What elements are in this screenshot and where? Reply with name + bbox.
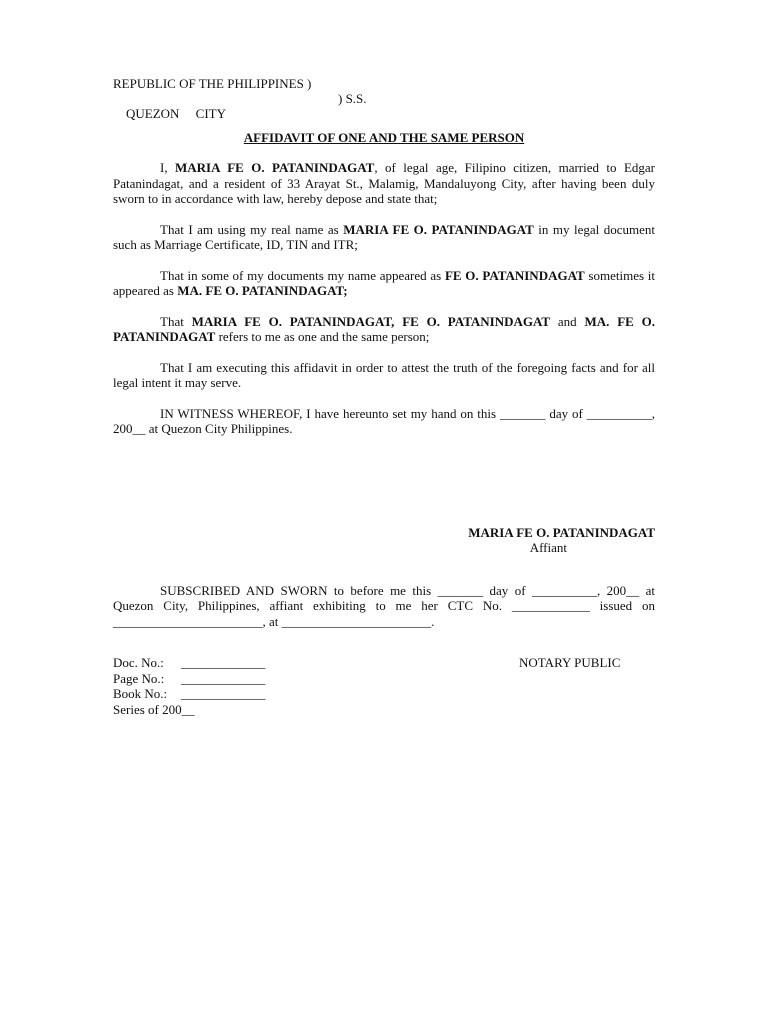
doc-no-label: Doc. No.: xyxy=(113,655,164,670)
signature-block xyxy=(113,525,655,556)
p4-names: MARIA FE O. PATANINDAGAT, FE O. PATANINDAGAT xyxy=(191,313,551,329)
doc-no-blank: _____________ xyxy=(181,655,266,670)
p2-pre: That I am using my real name as xyxy=(160,221,344,237)
p4-mid: and xyxy=(550,313,585,329)
p1-post: , of legal age, Filipino citizen, married to Edgar Patanindagat, and a resident of 33 Arayat St., Malamig, Mandaluyong City, after having been duly sworn to in accordance with law, hereby depose and state that; xyxy=(113,160,655,206)
affiant-name: MARIA FE O. PATANINDAGAT xyxy=(468,524,655,540)
paragraph-other-names xyxy=(113,268,655,299)
paragraph-real-name xyxy=(113,222,655,253)
p4-name3: MA. FE O. PATANINDAGAT xyxy=(113,313,655,344)
notary-public-label: NOTARY PUBLIC xyxy=(519,655,621,670)
paragraph-witness: IN WITNESS WHEREOF, I have hereunto set my hand on this _______ day of __________, 200__ at Quezon City Philippines. xyxy=(113,405,655,436)
paragraph-same-person xyxy=(113,314,655,345)
venue-republic: REPUBLIC OF THE PHILIPPINES ) xyxy=(113,76,312,91)
p4-pre: That xyxy=(160,313,192,329)
p3-name2: MA. FE O. PATANINDAGAT; xyxy=(177,283,348,298)
document-title: AFFIDAVIT OF ONE AND THE SAME PERSON xyxy=(243,130,525,145)
p3-pre: That in some of my documents my name appeared as xyxy=(160,267,445,283)
affiant-role: Affiant xyxy=(529,540,567,555)
venue-city: QUEZON CITY xyxy=(126,106,227,121)
p2-post: in my legal document such as Marriage Certificate, ID, TIN and ITR; xyxy=(113,221,656,252)
series-row xyxy=(113,702,655,718)
p1-pre: I, xyxy=(160,160,176,175)
p1-name: MARIA FE O. PATANINDAGAT xyxy=(175,160,375,175)
venue-line-1 xyxy=(113,76,655,91)
book-no-row xyxy=(113,686,655,702)
venue-ss: ) S.S. xyxy=(338,91,367,106)
page-no-label: Page No.: xyxy=(113,670,165,686)
notarial-records xyxy=(113,655,655,717)
p2-name: MARIA FE O. PATANINDAGAT xyxy=(343,221,534,237)
page-no-row xyxy=(113,671,655,687)
paragraph-purpose: That I am executing this affidavit in order to attest the truth of the foregoing facts and for all legal intent it may serve. xyxy=(113,359,655,390)
paragraph-identity xyxy=(113,160,655,207)
paragraph-jurat: SUBSCRIBED AND SWORN to before me this _______ day of __________, 200__ at Quezon City, Philippines, affiant exhibiting to me her CTC No. ____________ issued on _______________________, at _______________________. xyxy=(113,582,655,629)
book-no-label: Book No.: xyxy=(113,686,168,701)
series-label: Series of 200__ xyxy=(113,701,195,717)
p3-mid: sometimes it appeared as xyxy=(113,267,655,298)
book-no-blank: _____________ xyxy=(181,686,266,701)
p3-name1: FE O. PATANINDAGAT xyxy=(444,267,585,283)
p4-post: refers to me as one and the same person; xyxy=(215,329,430,344)
venue-line-2 xyxy=(113,91,655,121)
affidavit-page xyxy=(113,76,655,717)
page-no-blank: _____________ xyxy=(181,670,266,686)
